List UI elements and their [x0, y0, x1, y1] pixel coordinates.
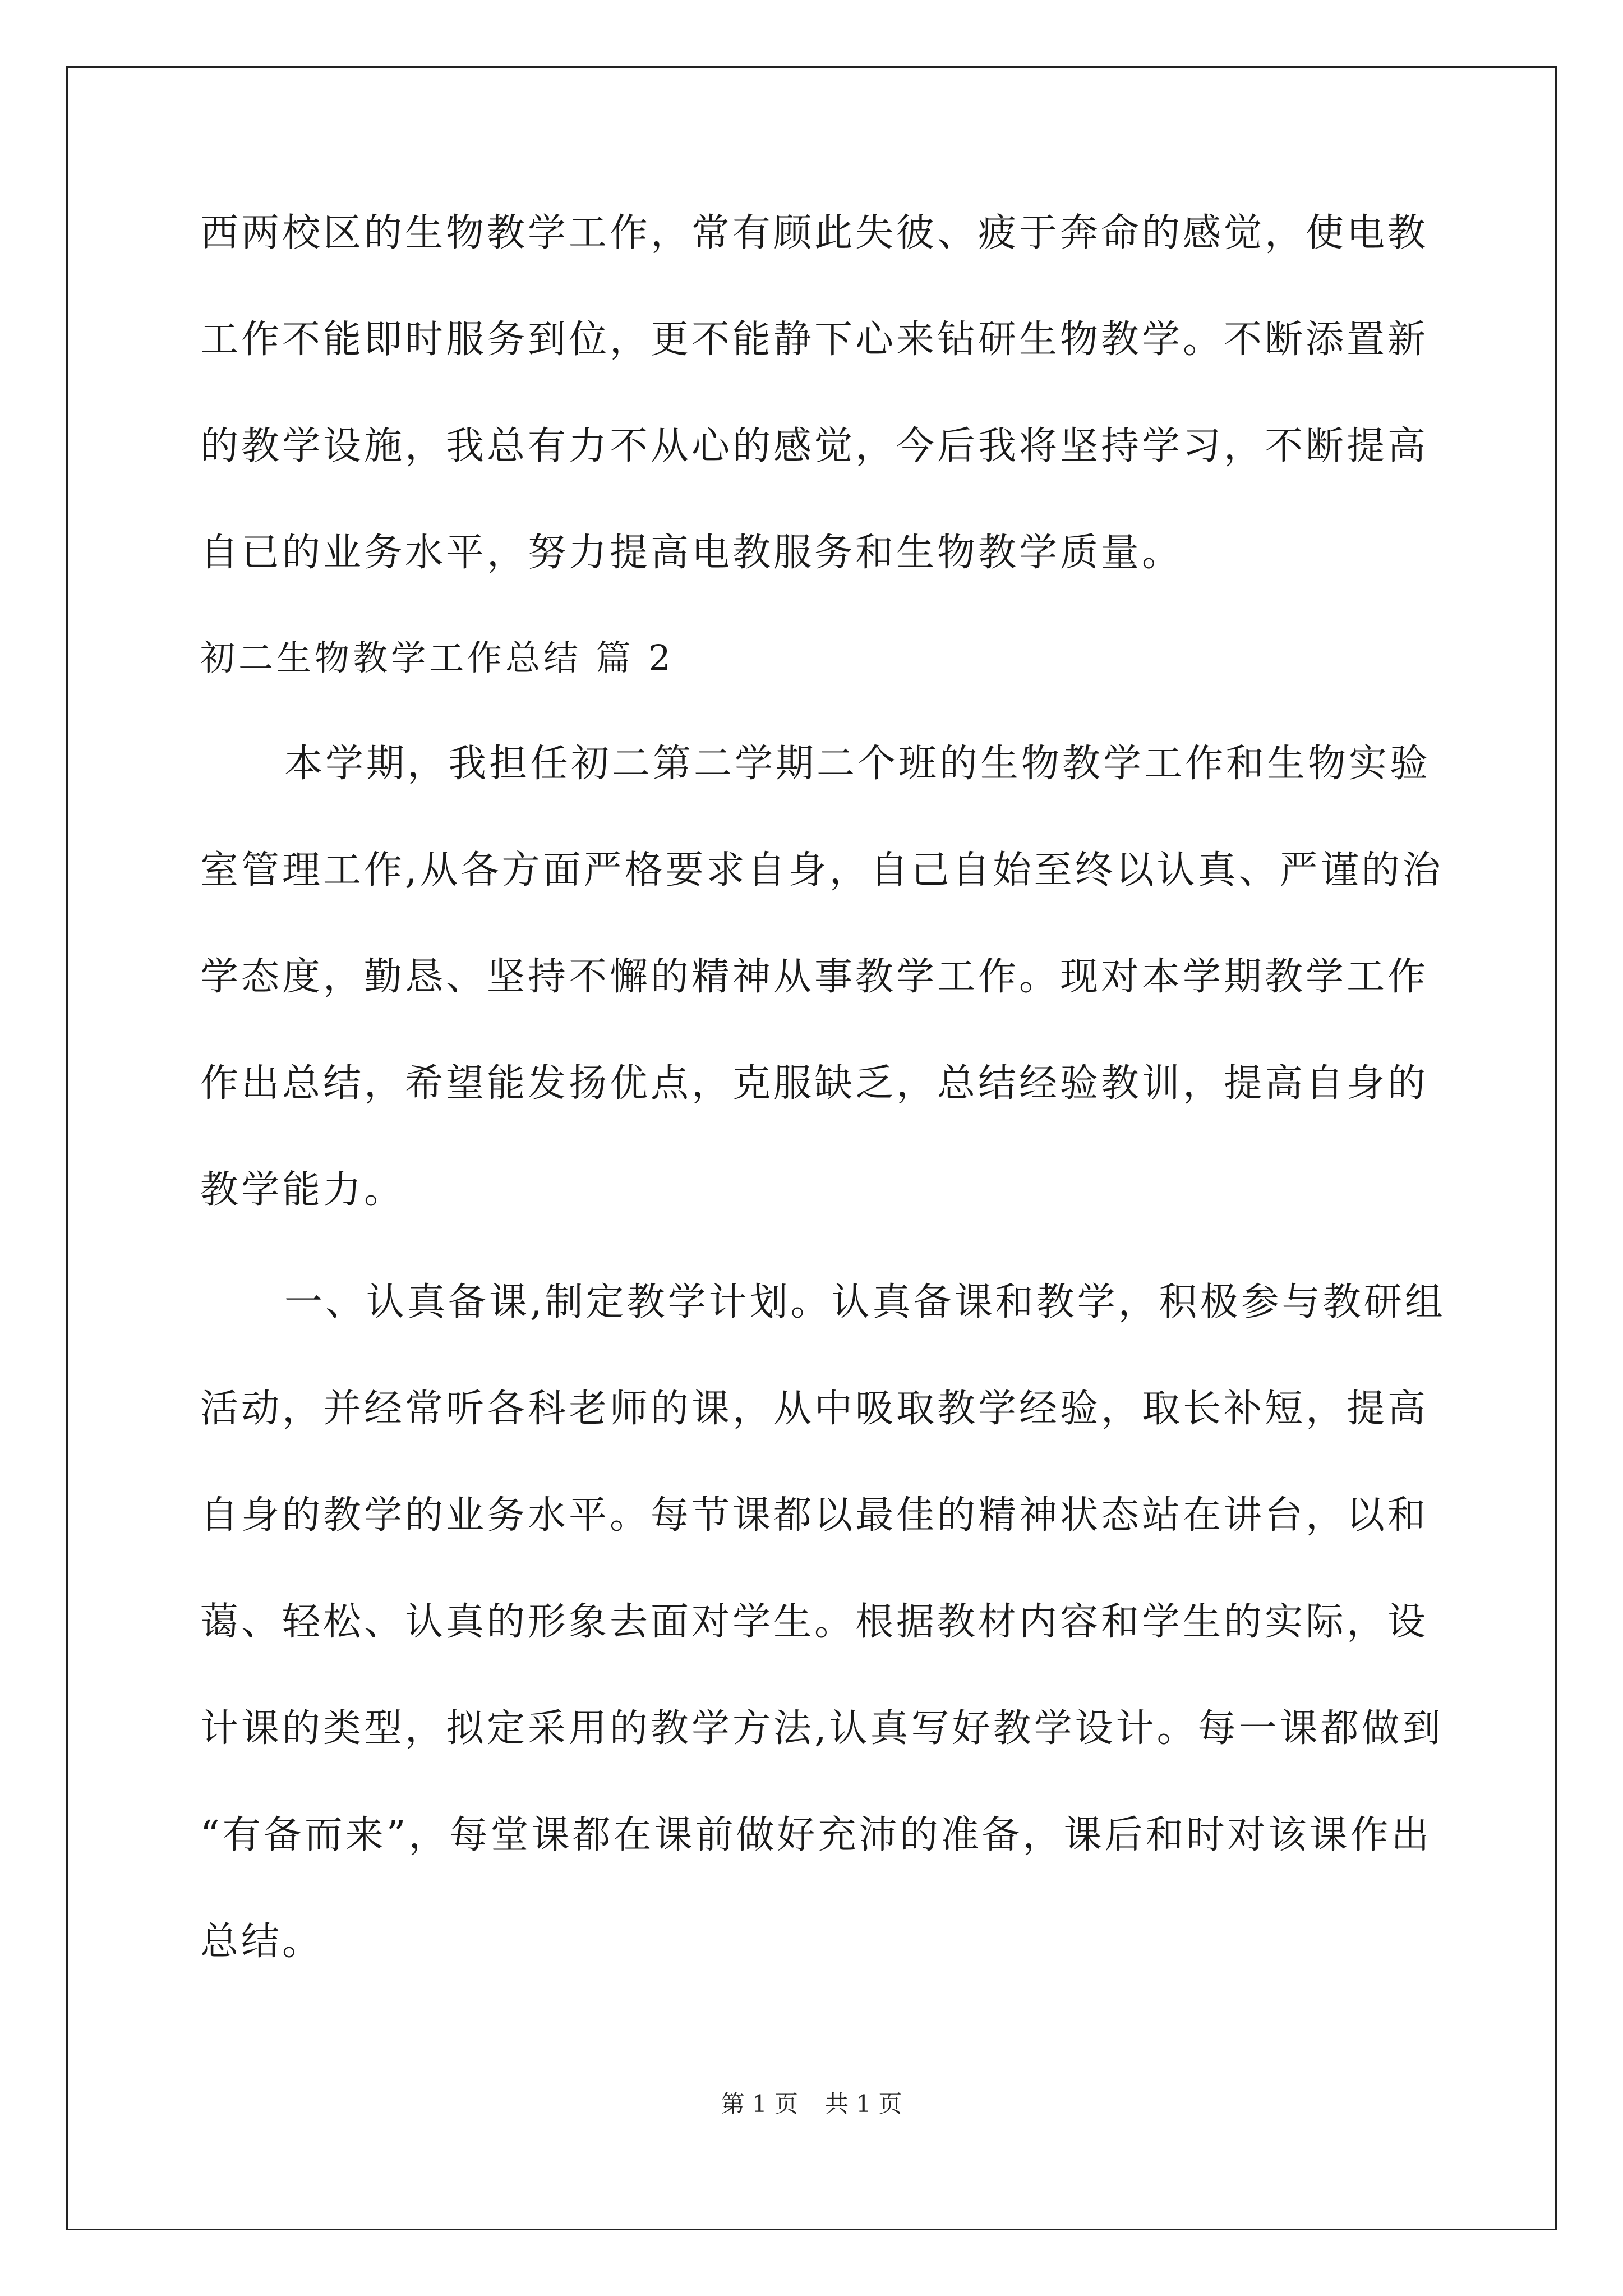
- text-line: 作出总结，希望能发扬优点，克服缺乏，总结经验教训，提高自身的: [200, 1061, 1429, 1106]
- text-line: 室管理工作,从各方面严格要求自身，自己自始至终以认真、严谨的治: [200, 848, 1444, 892]
- text-line: 计课的类型，拟定采用的教学方法,认真写好教学设计。每一课都做到: [200, 1706, 1444, 1751]
- section-heading: 初二生物教学工作总结 篇 2: [200, 637, 674, 678]
- text-line: 教学能力。: [200, 1168, 405, 1212]
- text-line: “有备而来”，每堂课都在课前做好充沛的准备，课后和时对该课作出: [200, 1813, 1432, 1857]
- page-footer: [0, 2092, 1623, 2116]
- text-line: 总结。: [200, 1920, 324, 1964]
- text-line: 西两校区的生物教学工作，常有顾此失彼、疲于奔命的感觉，使电教: [200, 211, 1429, 255]
- text-line: 自身的教学的业务水平。每节课都以最佳的精神状态站在讲台，以和: [200, 1493, 1429, 1538]
- text-line: 学态度，勤恳、坚持不懈的精神从事教学工作。现对本学期教学工作: [200, 955, 1429, 999]
- text-line: 本学期，我担任初二第二学期二个班的生物教学工作和生物实验: [284, 742, 1431, 786]
- text-line: 一、认真备课,制定教学计划。认真备课和教学，积极参与教研组: [284, 1280, 1446, 1324]
- text-line: 的教学设施，我总有力不从心的感觉，今后我将坚持学习，不断提高: [200, 424, 1429, 468]
- page-total: 共 1 页: [825, 2090, 902, 2118]
- text-line: 自已的业务水平，努力提高电教服务和生物教学质量。: [200, 531, 1183, 575]
- text-line: 蔼、轻松、认真的形象去面对学生。根据教材内容和学生的实际，设: [200, 1600, 1429, 1644]
- page-number: 第 1 页: [721, 2090, 798, 2118]
- paragraph-top: [200, 211, 1429, 575]
- document-body: [200, 211, 1446, 2030]
- paragraph-intro: [200, 742, 1444, 1212]
- text-line: 活动，并经常听各科老师的课，从中吸取教学经验，取长补短，提高: [200, 1387, 1429, 1431]
- text-line: 工作不能即时服务到位，更不能静下心来钻研生物教学。不断添置新: [200, 318, 1429, 362]
- paragraph-one: [200, 1280, 1446, 1964]
